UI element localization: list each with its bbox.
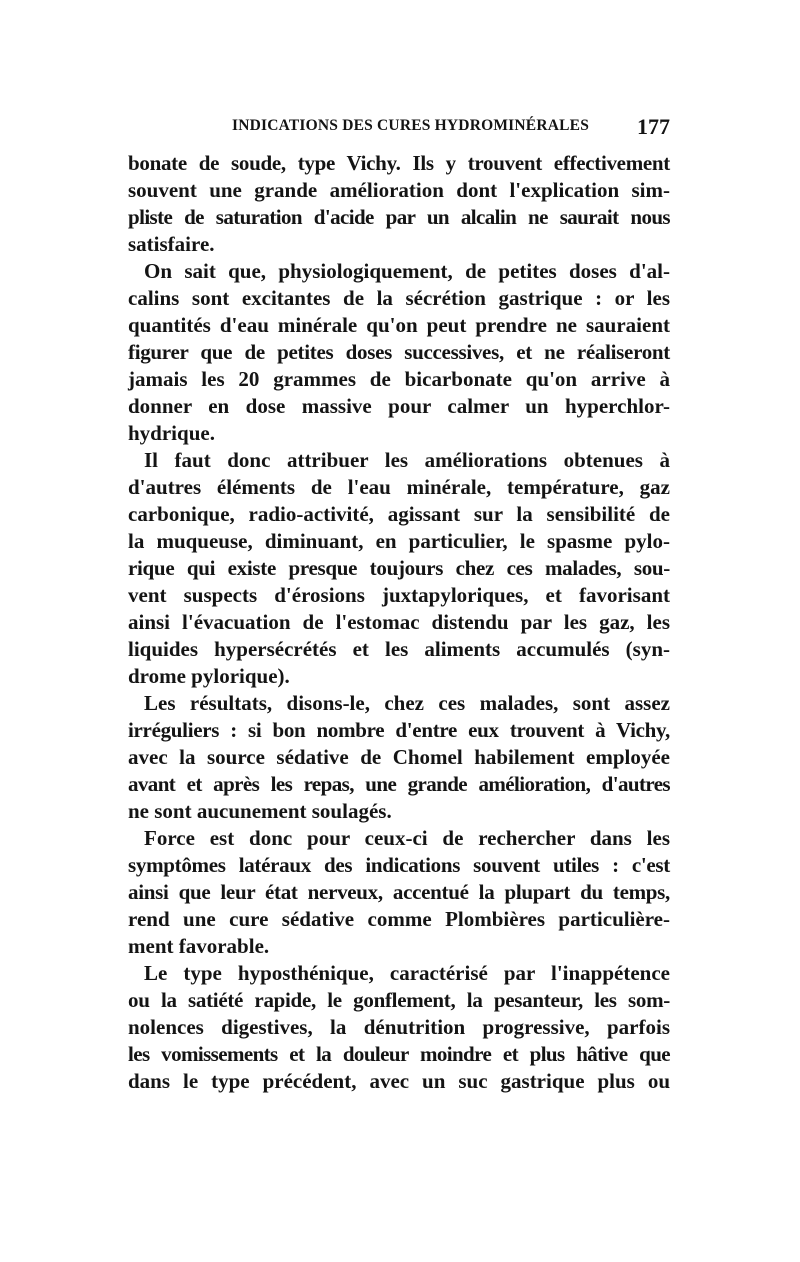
- text-line: satisfaire.: [128, 232, 215, 256]
- page-number: 177: [637, 114, 670, 139]
- text-line: rique qui existe presque toujours chez ces malades, sou-: [128, 556, 670, 580]
- text-line: Le type hyposthénique, caractérisé par l'inappétence: [144, 961, 670, 985]
- text-line: ainsi l'évacuation de l'estomac distendu par les gaz, les: [128, 610, 670, 634]
- text-line: irréguliers : si bon nombre d'entre eux trouvent à Vichy,: [128, 718, 670, 742]
- text-line: rend une cure sédative comme Plombières particulière-: [128, 907, 670, 931]
- text-line: souvent une grande amélioration dont l'explication sim-: [128, 178, 670, 202]
- text-line: Les résultats, disons-le, chez ces malades, sont assez: [144, 691, 670, 715]
- text-line: bonate de soude, type Vichy. Ils y trouvent effectivement: [128, 151, 670, 175]
- text-line: liquides hypersécrétés et les aliments accumulés (syn-: [128, 637, 670, 661]
- text-line: ainsi que leur état nerveux, accentué la plupart du temps,: [128, 880, 670, 904]
- text-line: la muqueuse, diminuant, en particulier, le spasme pylo-: [128, 529, 670, 553]
- text-line: avant et après les repas, une grande amélioration, d'autres: [128, 772, 670, 796]
- text-line: calins sont excitantes de la sécrétion gastrique : or les: [128, 286, 670, 310]
- text-line: d'autres éléments de l'eau minérale, température, gaz: [128, 475, 670, 499]
- text-line: donner en dose massive pour calmer un hyperchlor-: [128, 394, 670, 418]
- text-line: carbonique, radio-activité, agissant sur la sensibilité de: [128, 502, 670, 526]
- text-line: quantités d'eau minérale qu'on peut prendre ne sauraient: [128, 313, 670, 337]
- text-line: ou la satiété rapide, le gonflement, la pesanteur, les som-: [128, 988, 670, 1012]
- text-line: nolences digestives, la dénutrition progressive, parfois: [128, 1015, 670, 1039]
- text-line: symptômes latéraux des indications souvent utiles : c'est: [128, 853, 670, 877]
- text-line: dans le type précédent, avec un suc gastrique plus ou: [128, 1069, 670, 1093]
- text-line: ment favorable.: [128, 934, 270, 958]
- text-line: Force est donc pour ceux-ci de rechercher dans les: [144, 826, 670, 850]
- text-line: jamais les 20 grammes de bicarbonate qu'on arrive à: [128, 367, 670, 391]
- body-text: [128, 150, 670, 1095]
- text-line: drome pylorique).: [128, 664, 290, 688]
- running-head: [128, 114, 670, 140]
- text-line: avec la source sédative de Chomel habilement employée: [128, 745, 670, 769]
- text-line: pliste de saturation d'acide par un alcalin ne saurait nous: [128, 205, 670, 229]
- text-line: On sait que, physiologiquement, de petites doses d'al-: [144, 259, 670, 283]
- text-line: figurer que de petites doses successives, et ne réaliseront: [128, 340, 670, 364]
- text-line: les vomissements et la douleur moindre et plus hâtive que: [128, 1042, 670, 1066]
- text-line: ne sont aucunement soulagés.: [128, 799, 392, 823]
- running-title: INDICATIONS DES CURES HYDROMINÉRALES: [232, 117, 590, 134]
- text-line: Il faut donc attribuer les améliorations obtenues à: [144, 448, 670, 472]
- text-line: hydrique.: [128, 421, 215, 445]
- text-line: vent suspects d'érosions juxtapyloriques, et favorisant: [128, 583, 670, 607]
